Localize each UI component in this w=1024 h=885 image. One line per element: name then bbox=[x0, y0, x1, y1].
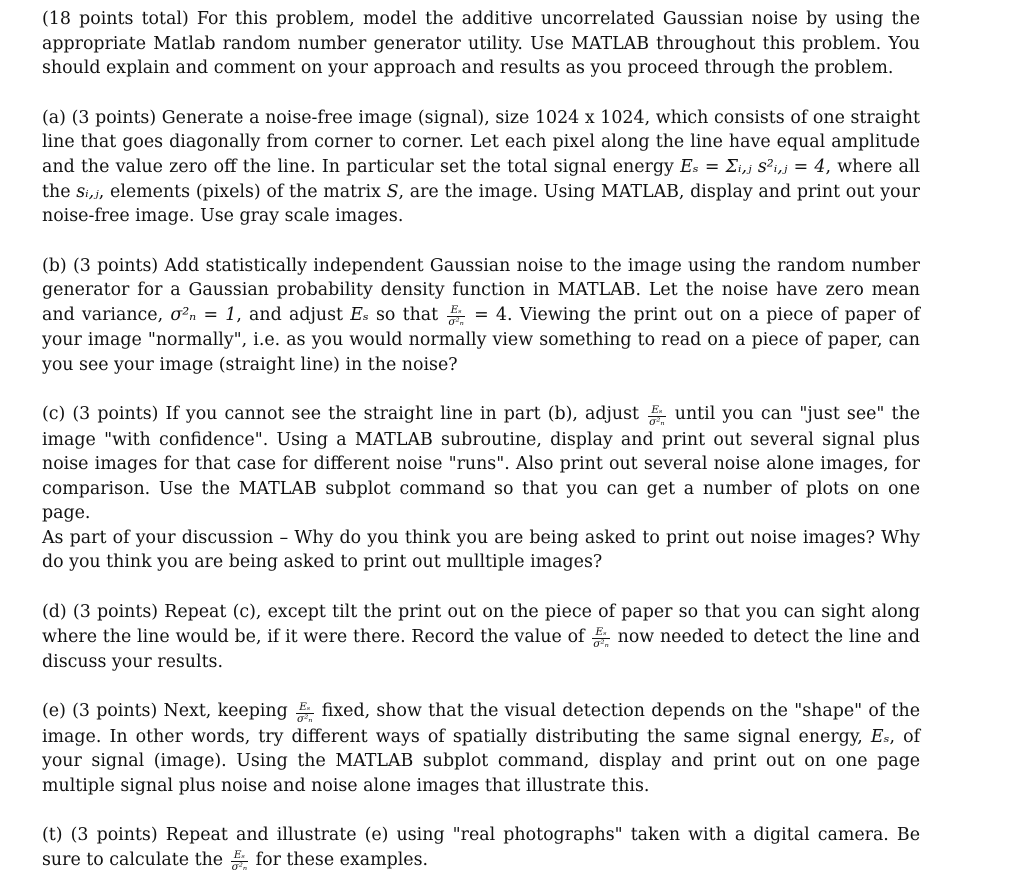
intro-text: (18 points total) For this problem, model the additive uncorrelated Gaussian noise by using the appropriate Matlab random number generator utility. Use MATLAB throughout this problem. You should explain and comment on your approach and results as you proceed through the problem. bbox=[42, 9, 920, 79]
pixel-element-symbol: sᵢ,ⱼ bbox=[76, 181, 99, 202]
part-c-text-1: (c) (3 points) If you cannot see the straight line in part (b), adjust bbox=[42, 404, 647, 425]
snr-denominator: σ²ₙ bbox=[448, 316, 464, 329]
part-a-text-1: (a) (3 points) Generate a noise-free image (signal), size 1024 x 1024, which consists of one straight line that goes diagonally from corner to corner. Let each pixel along the line have equal amplitude and the value zero off the line. In particular set the total signal energy bbox=[42, 107, 920, 177]
part-b-paragraph bbox=[42, 254, 920, 378]
signal-energy-symbol: Eₛ bbox=[350, 304, 369, 325]
snr-numerator: Eₛ bbox=[648, 405, 666, 417]
snr-denominator: σ²ₙ bbox=[296, 712, 313, 725]
part-d-paragraph bbox=[42, 600, 920, 674]
part-a-text-2: , where all the bbox=[42, 156, 920, 202]
part-b-text-1: (b) (3 points) Add statistically independent Gaussian noise to the image using the random number generator for a Gaussian probability density function in MATLAB. Let the noise have zero mean and variance, bbox=[42, 255, 920, 325]
part-d-text-1: (d) (3 points) Repeat (c), except tilt the print out on the piece of paper so that you can sight along where the line would be, if it were there. Record the value of bbox=[42, 602, 920, 647]
part-c-paragraph bbox=[42, 402, 920, 526]
snr-numerator: Eₛ bbox=[447, 305, 465, 317]
snr-numerator: Eₛ bbox=[592, 627, 610, 639]
snr-fraction bbox=[231, 850, 249, 873]
snr-fraction bbox=[447, 305, 465, 328]
part-c-text-2: until you can "just see" the image "with confidence". Using a MATLAB subroutine, display and print out several signal plus noise images for that case for different noise "runs". Also print out several noise alone images, for comparison. Use the MATLAB subplot command so that you can get a number of plots on one page. bbox=[42, 404, 920, 524]
part-t-text-1: (t) (3 points) Repeat and illustrate (e) using "real photographs" taken with a digital camera. Be sure to calculate the bbox=[42, 825, 920, 870]
snr-fraction bbox=[592, 627, 610, 650]
part-a-paragraph bbox=[42, 106, 920, 229]
snr-numerator: Eₛ bbox=[231, 850, 249, 862]
snr-fraction bbox=[648, 405, 666, 428]
part-a-text-3: , elements (pixels) of the matrix bbox=[98, 181, 387, 202]
part-e-text-3: , of your signal (image). Using the MATLAB subplot command, display and print out on one page multiple signal plus noise and noise alone images that illustrate this. bbox=[42, 726, 921, 796]
part-c-text-3: As part of your discussion – Why do you think you are being asked to print out noise images? Why do you think you are being asked to print out mulltiple images? bbox=[42, 527, 920, 573]
snr-fraction bbox=[296, 702, 314, 725]
part-e-paragraph bbox=[42, 699, 920, 798]
snr-denominator: σ²ₙ bbox=[231, 861, 248, 874]
signal-energy-formula: Eₛ = Σᵢ,ⱼ s²ᵢ,ⱼ = 4 bbox=[680, 156, 826, 177]
part-t-text-2: for these examples. bbox=[250, 850, 429, 870]
part-e-text-2: fixed, show that the visual detection depends on the "shape" of the image. In other words, try different ways of spatially distributing the same signal energy, bbox=[42, 701, 920, 747]
part-c-discussion-paragraph bbox=[42, 526, 920, 575]
part-b-text-3: so that bbox=[368, 304, 446, 325]
part-b-text-2: , and adjust bbox=[236, 304, 351, 325]
noise-variance-formula: σ²ₙ = 1 bbox=[170, 304, 237, 325]
part-a-text-4: , are the image. Using MATLAB, display and print out your noise-free image. Use gray scale images. bbox=[42, 181, 920, 227]
snr-denominator: σ²ₙ bbox=[593, 637, 609, 650]
signal-energy-symbol: Eₛ bbox=[870, 726, 890, 747]
part-d-text-2: now needed to detect the line and discuss your results. bbox=[42, 626, 921, 672]
snr-numerator: Eₛ bbox=[296, 702, 314, 714]
part-b-text-4: = 4. Viewing the print out on a piece of paper of your image "normally", i.e. as you would normally view something to read on a piece of paper, can you see your image (straight line) in the noise? bbox=[42, 304, 920, 375]
intro-paragraph bbox=[42, 7, 920, 81]
part-t-paragraph bbox=[42, 823, 920, 873]
matrix-symbol: S bbox=[386, 181, 399, 202]
part-e-text-1: (e) (3 points) Next, keeping bbox=[42, 701, 294, 722]
snr-denominator: σ²ₙ bbox=[649, 415, 665, 428]
